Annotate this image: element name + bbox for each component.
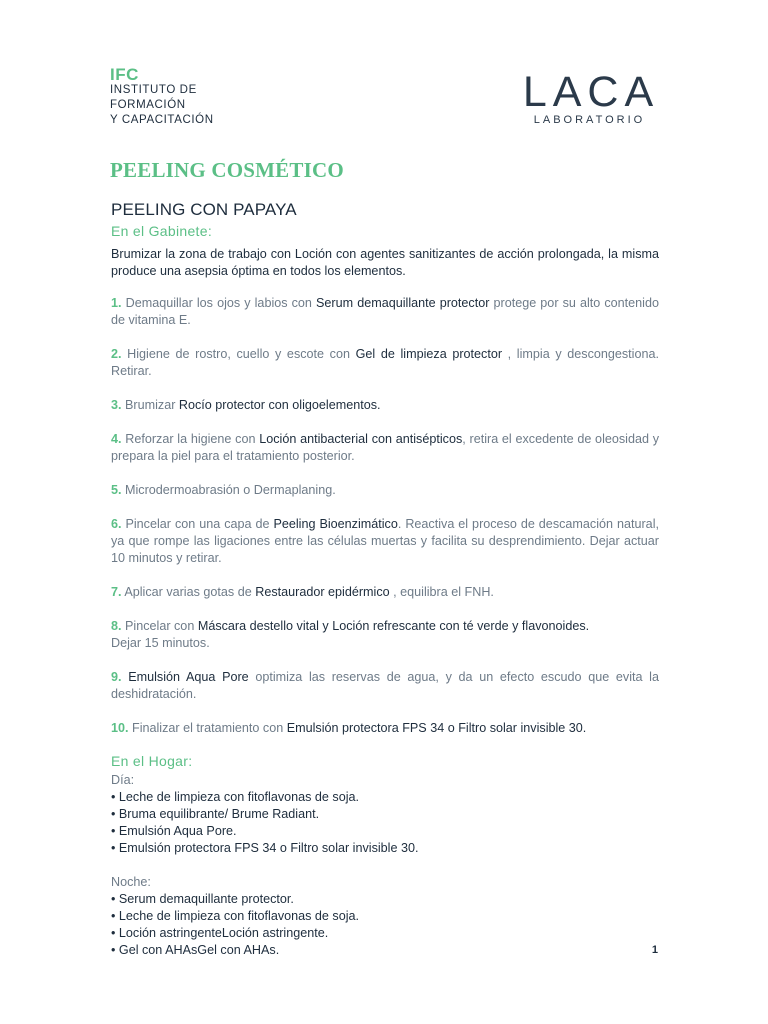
step-paragraph <box>111 295 659 329</box>
step-number: 3. <box>111 398 122 412</box>
list-item: • Gel con AHAsGel con AHAs. <box>111 943 280 957</box>
laca-logo <box>518 70 658 126</box>
step-paragraph <box>111 431 659 465</box>
step-text: Aplicar varias gotas de <box>121 585 256 599</box>
step-text: Demaquillar los ojos y labios con <box>121 296 317 310</box>
step-number: 10. <box>111 721 129 735</box>
document-subtitle: PEELING CON PAPAYA <box>111 200 297 219</box>
step-paragraph <box>111 397 659 414</box>
ifc-logo-line: INSTITUTO DE <box>110 84 197 96</box>
section-heading-hogar: En el Hogar: <box>111 753 193 769</box>
step-paragraph <box>111 618 659 652</box>
step-text: Pincelar con una capa de <box>121 517 274 531</box>
page-number: 1 <box>651 944 658 956</box>
step-text: Microdermoabrasión o Dermaplaning. <box>121 483 336 497</box>
list-item: • Leche de limpieza con fitoflavonas de soja. <box>111 790 360 804</box>
list-item: • Emulsión Aqua Pore. <box>111 824 237 838</box>
dia-label: Día: <box>111 773 135 787</box>
step-number: 6. <box>111 517 122 531</box>
step-text: Pincelar con <box>121 619 198 633</box>
step-text: . Reactiva el proceso de descamación natural, ya que rompe las ligaciones entre las células muertas y facilita su desprendimiento. Dejar actuar 10 minutos y retirar. <box>111 517 659 565</box>
step-text: protege por su alto contenido de vitamina E. <box>111 296 659 327</box>
ifc-logo <box>110 66 214 128</box>
step-text: Higiene de rostro, cuello y escote con <box>121 347 356 361</box>
step-paragraph <box>111 482 659 499</box>
document-title: PEELING COSMÉTICO <box>110 158 344 182</box>
list-item: • Serum demaquillante protector. <box>111 892 294 906</box>
list-item: • Loción astringenteLoción astringente. <box>111 926 329 940</box>
step-number: 2. <box>111 347 122 361</box>
noche-list <box>111 874 659 959</box>
step-number: 9. <box>111 670 122 684</box>
list-item: • Bruma equilibrante/ Brume Radiant. <box>111 807 320 821</box>
step-product: Gel de limpieza protector <box>355 347 503 361</box>
step-text: , equilibra el FNH. <box>389 585 494 599</box>
dia-list <box>111 772 659 857</box>
noche-label: Noche: <box>111 875 151 889</box>
step-paragraph <box>111 346 659 380</box>
step-paragraph <box>111 720 659 737</box>
laca-logo-subtitle: LABORATORIO <box>533 114 646 126</box>
step-product: Máscara destello vital y Loción refrescante con té verde y flavonoides. <box>197 619 590 633</box>
list-item: • Leche de limpieza con fitoflavonas de soja. <box>111 909 360 923</box>
step-text: Finalizar el tratamiento con <box>128 721 287 735</box>
step-number: 7. <box>111 585 122 599</box>
step-text: optimiza las reservas de agua, y da un efecto escudo que evita la deshidratación. <box>111 670 659 701</box>
step-product: Serum demaquillante protector <box>316 296 490 310</box>
step-number: 1. <box>111 296 122 310</box>
step-product: Emulsión protectora FPS 34 o Filtro solar invisible 30. <box>286 721 587 735</box>
step-number: 8. <box>111 619 122 633</box>
step-product: Peeling Bioenzimático <box>273 517 398 531</box>
step-paragraph <box>111 669 659 703</box>
step-product: Rocío protector con oligoelementos. <box>178 398 381 412</box>
step-text: Brumizar <box>121 398 179 412</box>
step-text: , retira el excedente de oleosidad y prepara la piel para el tratamiento posterior. <box>111 432 660 463</box>
step-text: , limpia y descongestiona. Retirar. <box>111 347 659 378</box>
step-product: Loción antibacterial con antisépticos <box>259 432 463 446</box>
step-text: Dejar 15 minutos. <box>111 636 210 650</box>
ifc-logo-mark: IFC <box>110 65 139 84</box>
ifc-logo-line: FORMACIÓN <box>110 99 186 111</box>
ifc-logo-line: Y CAPACITACIÓN <box>110 114 214 126</box>
step-paragraph <box>111 584 659 601</box>
step-product: Restaurador epidérmico <box>255 585 390 599</box>
laca-logo-word: LACA <box>522 68 660 116</box>
step-text: Reforzar la higiene con <box>121 432 260 446</box>
section-heading-gabinete: En el Gabinete: <box>111 223 213 239</box>
step-number: 5. <box>111 483 122 497</box>
list-item: • Emulsión protectora FPS 34 o Filtro solar invisible 30. <box>111 841 419 855</box>
step-product: Emulsión Aqua Pore <box>128 670 249 684</box>
intro-paragraph: Brumizar la zona de trabajo con Loción con agentes sanitizantes de acción prolongada, la misma produce una asepsia óptima en todos los elementos. <box>111 247 659 278</box>
step-number: 4. <box>111 432 122 446</box>
step-paragraph <box>111 516 659 567</box>
